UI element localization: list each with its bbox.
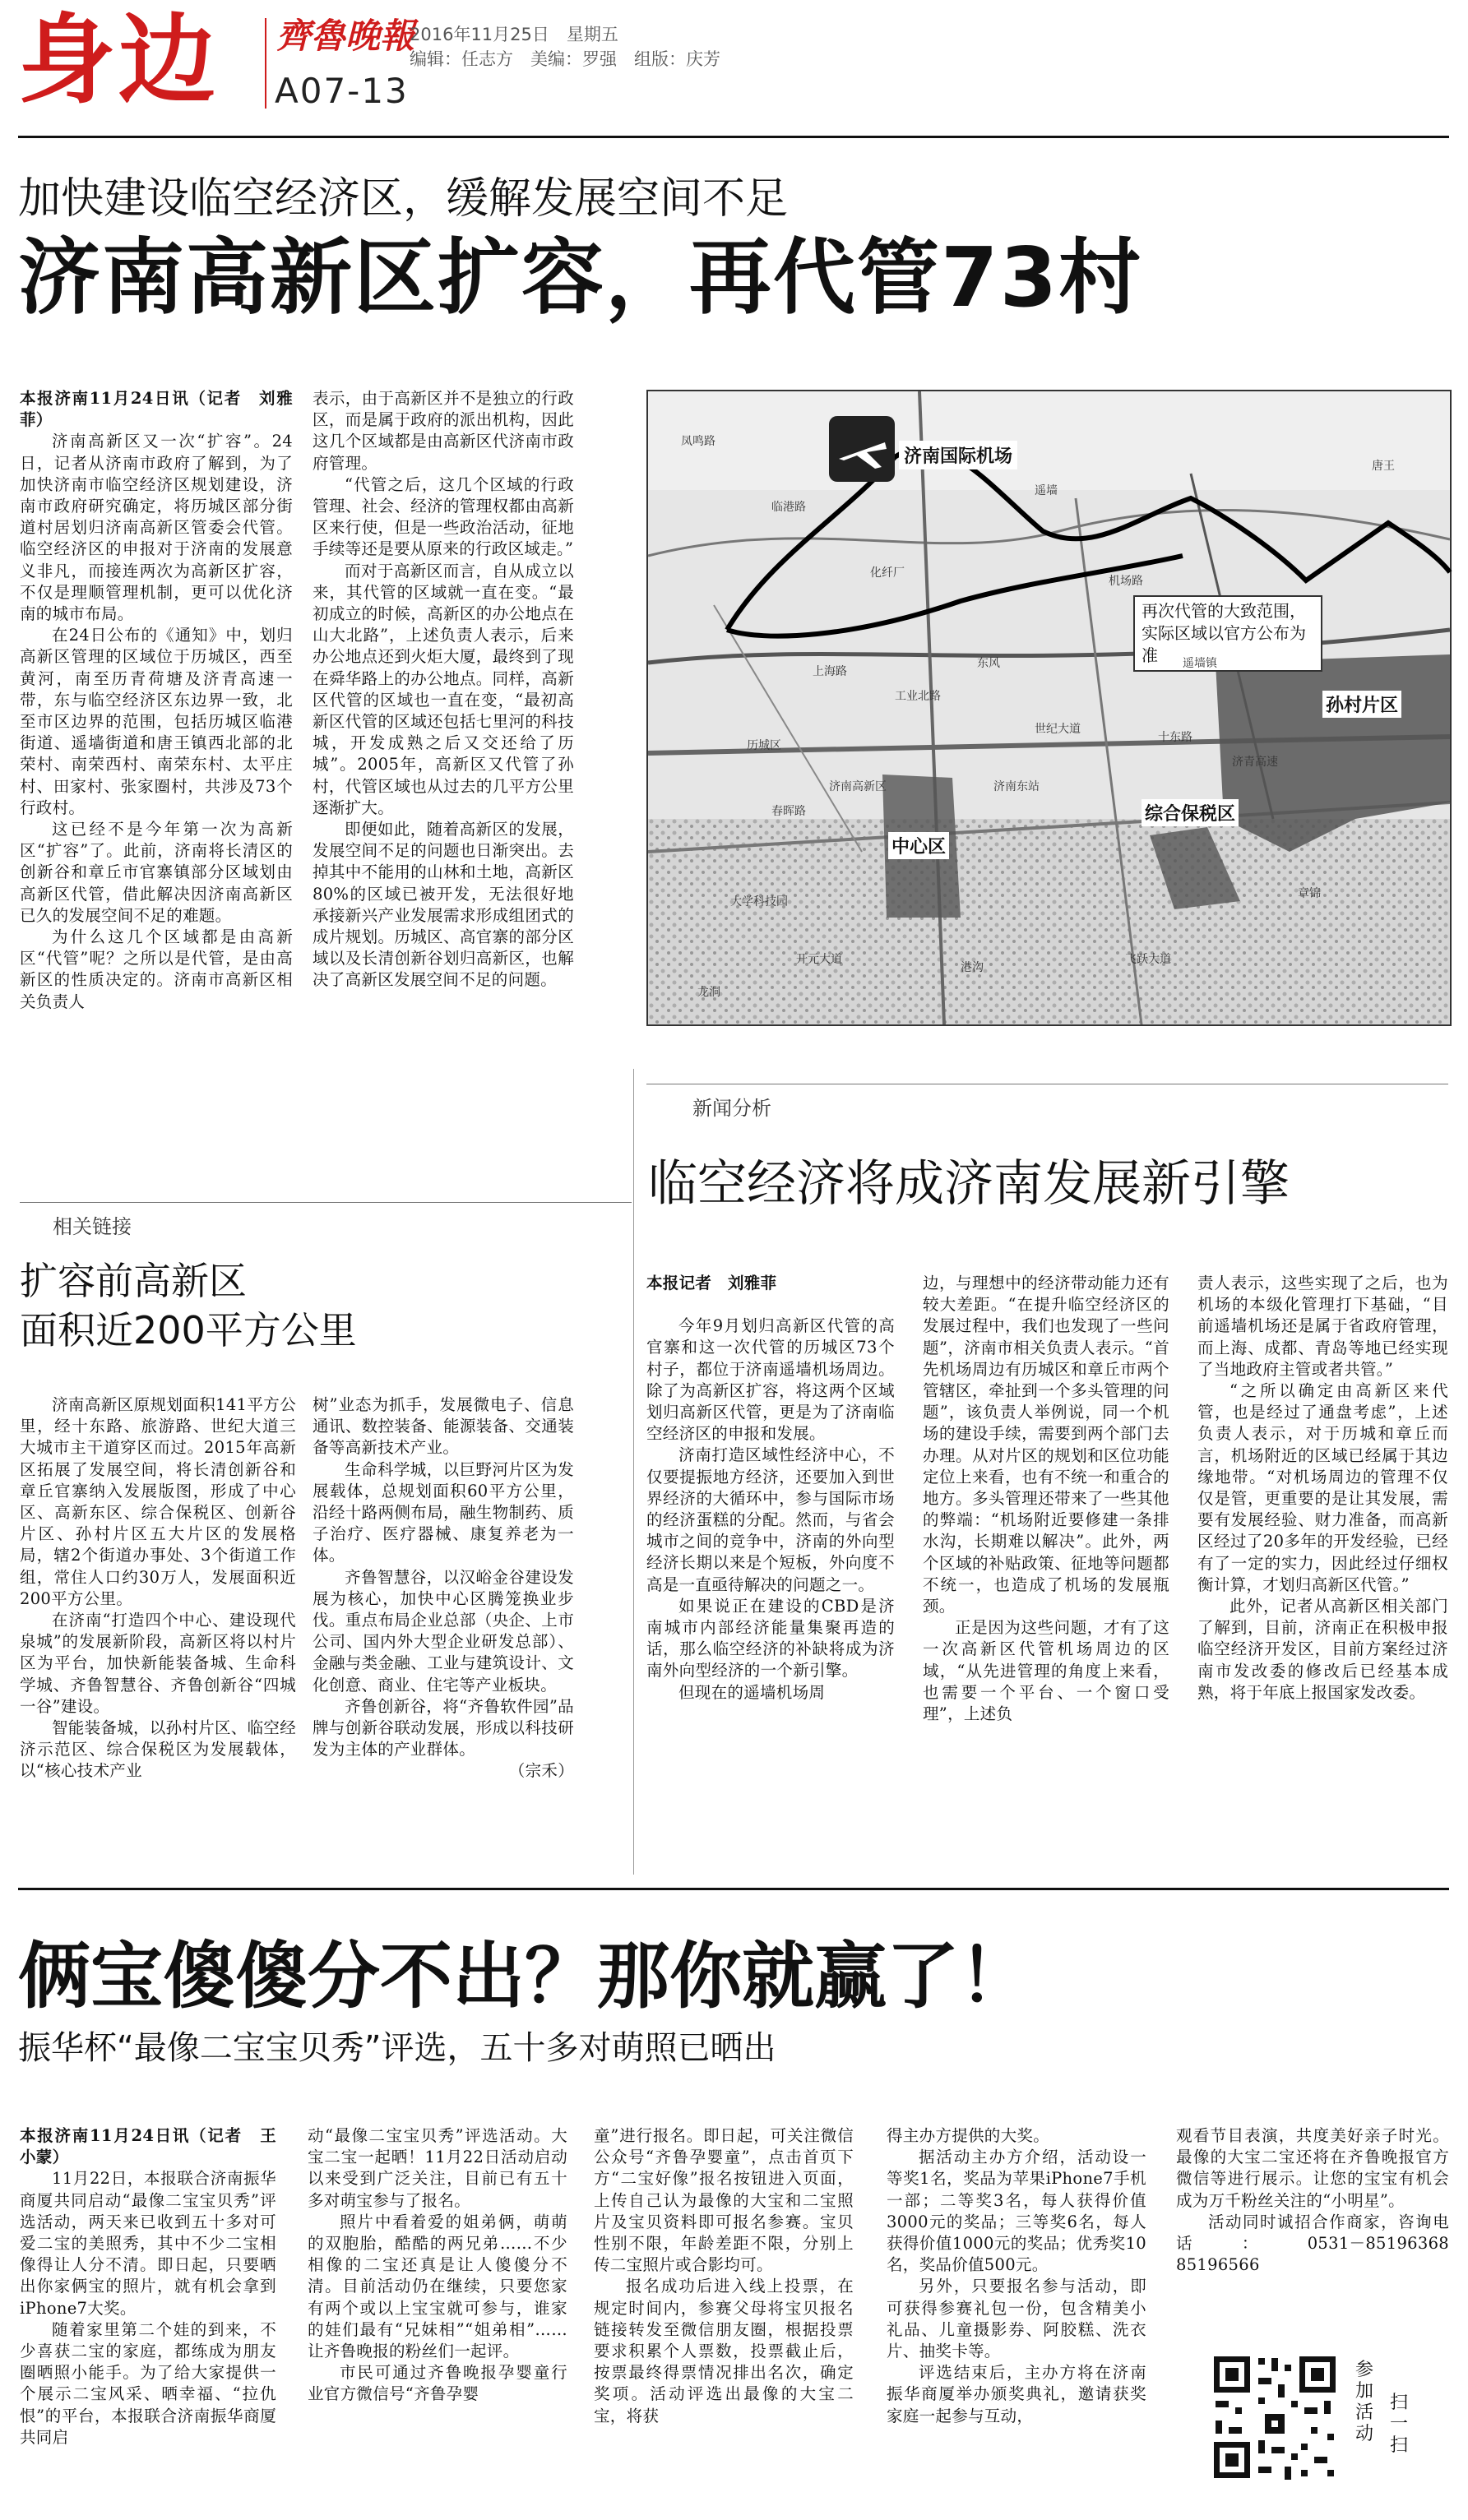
paragraph: 齐鲁智慧谷，以汉峪金谷建设发展为核心，加快中心区腾笼换业步伐。重点布局企业总部（央企、上市公司、国内外大型企业研发总部）、金融与类金融、工业与建筑设计、文化创意、商业、住宅等产业板块。	[313, 1567, 574, 1695]
road-label: 济南东站	[993, 780, 1040, 793]
story3-col4	[887, 2125, 1146, 2512]
story3-byline: 本报济南11月24日讯（记者 王小蒙）	[20, 2126, 276, 2167]
paragraph: 济南高新区又一次“扩容”。24日，记者从济南市政府了解到，为了加快济南市临空经济区规划建设，济南市政府研究确定，将历城区部分街道村居划归济南高新区管委会代管。临空经济区的申报对于济南的发展意义非凡，而接连两次为高新区扩容，不仅是理顺管理机制，更可以优化济南的城市布局。	[20, 432, 293, 624]
column-divider	[633, 1069, 634, 1875]
map-annotation: 再次代管的大致范围，实际区域以官方公布为准	[1133, 595, 1322, 672]
road-label: 化纤厂	[870, 566, 905, 580]
road-label: 机场路	[1109, 575, 1143, 588]
paragraph: 报名成功后进入线上投票，在规定时间内，参赛父母将宝贝报名链接转发至微信朋友圈，根据投票要求积累个人票数，投票截止后，按票最终得票情况排出名次，确定奖项。活动评选出最像的大宝二宝，将获	[594, 2277, 854, 2425]
mountain-area	[648, 819, 1450, 1024]
paragraph: 智能装备城，以孙村片区、临空经济示范区、综合保税区为发展载体，以“核心技术产业	[20, 1718, 297, 1781]
qr-code-icon	[1209, 2351, 1341, 2483]
paragraph: “代管之后，这几个区域的行政管理、社会、经济的管理权都由高新区来行使，但是一些政治活动，征地手续等还是要从原来的行政区域走。”	[313, 474, 574, 559]
paragraph: 济南打造区域性经济中心，不仅要提振地方经济，还要加入到世界经济的大循环中，参与国际市场的经济蛋糕的分配。然而，与省会城市之间的竞争中，济南的外向型经济长期以来是个短板，外向度不高是一直亟待解决的问题之一。	[646, 1445, 895, 1594]
paragraph: 这已经不是今年第一次为高新区“扩容”了。此前，济南将长清区的创新谷和章丘市官寨镇部分区域划由高新区代管，借此解决因济南高新区已久的发展空间不足的难题。	[20, 820, 293, 925]
road-label: 遥墙	[1035, 484, 1058, 497]
paragraph: “之所以确定由高新区来代管，也是经过了通盘考虑”，上述负责人表示，对于历城和章丘而言，机场附近的区域已经属于其边缘地带。“对机场周边的管理不仅仅是管，更重要的是让其发展，需要有发展经验、财力准备，而高新区经过了20多年的开发经验，已经有了一定的实力，因此经过仔细权衡计算，才划归高新区代管。”	[1197, 1381, 1448, 1594]
paragraph: 责人表示，这些实现了之后，也为机场的本级化管理打下基础，“目前遥墙机场还是属于省政府管理，而上海、成都、青岛等地已经实现了当地政府主管或者共管。”	[1197, 1274, 1448, 1379]
page-code: A07-13	[275, 71, 409, 111]
paragraph: 表示，由于高新区并不是独立的行政区，而是属于政府的派出机构，因此这几个区域都是由高新区代济南市政府管理。	[313, 389, 574, 473]
related-tag-rule	[20, 1202, 632, 1203]
road-label: 唐王	[1372, 460, 1395, 473]
story1-byline: 本报济南11月24日讯（记者 刘雅菲）	[20, 389, 293, 430]
story3-col2	[308, 2125, 567, 2512]
story3-col5	[1176, 2125, 1466, 2331]
paragraph: 正是因为这些问题，才有了这一次高新区代管机场周边的区域，“从先进管理的角度上来看，也需要一个平台、一个窗口受理”，上述负	[923, 1618, 1169, 1724]
signature: （宗禾）	[508, 1761, 574, 1781]
road-label: 十东路	[1158, 731, 1192, 744]
road-label: 凤鸣路	[681, 435, 715, 448]
paragraph: 生命科学城，以巨野河片区为发展载体，总规划面积60平方公里，沿经十路两侧布局，融生物制药、质子治疗、医疗器械、康复养老为一体。	[313, 1459, 574, 1565]
story1-col1	[20, 388, 293, 1177]
paragraph: 照片中看着爱的姐弟俩，萌萌的双胞胎，酷酷的两兄弟……不少相像的二宝还真是让人傻傻分不清。目前活动仍在继续，只要您家有两个或以上宝宝就可参与，谁家的娃们最有“兄妹相”“姐弟相”……让齐鲁晚报的粉丝们一起评。	[308, 2212, 567, 2361]
zone-label-center: 中心区	[888, 832, 949, 859]
road-label: 济南高新区	[829, 780, 887, 793]
editors-line: 编辑：任志方 美编：罗强 组版：庆芳	[410, 49, 720, 69]
paragraph: 齐鲁创新谷，将“齐鲁软件园”品牌与创新谷联动发展，形成以科技研发为主体的产业群体。	[313, 1696, 574, 1759]
road-label: 历城区	[747, 739, 781, 752]
related-col1	[20, 1394, 296, 1863]
story3-headline: 俩宝傻傻分不出？那你就赢了！	[18, 1934, 1032, 2018]
analysis-headline: 临空经济将成济南发展新引擎	[648, 1155, 1290, 1213]
date-line: 2016年11月25日 星期五	[410, 25, 618, 44]
paragraph: 随着家里第二个娃的到来，不少喜获二宝的家庭，都练成为朋友圈晒照小能手。为了给大家提供一个展示二宝风采、晒幸福、“拉仇恨”的平台，本报联合济南振华商厦共同启	[20, 2319, 276, 2447]
road-label: 章锦	[1298, 887, 1321, 900]
road-label: 世纪大道	[1035, 723, 1081, 736]
story3-top-rule	[18, 1888, 1449, 1890]
paragraph: 即便如此，随着高新区的发展，发展空间不足的问题也日渐突出。去掉其中不能用的山林和土地，高新区80%的区域已被开发，无法很好地承接新兴产业发展需求形成组团式的成片规划。历城区、高官寨的部分区域以及长清创新谷划归高新区，也解决了高新区发展空间不足的问题。	[313, 820, 574, 990]
airport-label: 济南国际机场	[899, 441, 1017, 469]
paragraph: 11月22日，本报联合济南振华商厦共同启动“最像二宝宝贝秀”评选活动，两天来已收到五十多对可爱二宝的美照秀，其中不少二宝相像得让人分不清。即日起，只要晒出你家俩宝的照片，就有机会拿到iPhone7大奖。	[20, 2169, 276, 2318]
related-tag: 相关链接	[53, 1215, 132, 1238]
masthead-rule	[18, 136, 1449, 138]
qr-caption-join: 参加活动	[1355, 2360, 1374, 2444]
paper-logo: 齊魯晚報	[276, 16, 415, 56]
paragraph: 此外，记者从高新区相关部门了解到，目前，济南正在积极申报临空经济开发区，目前方案经过济南市发改委的修改后已经基本成熟，将于年底上报国家发改委。	[1197, 1597, 1448, 1702]
road-label: 港沟	[961, 961, 984, 974]
paragraph: 童”进行报名。即日起，可关注微信公众号“齐鲁孕婴童”，点击首页下方“二宝好像”报名按钮进入页面，上传自己认为最像的大宝和二宝照片及宝贝资料即可报名参赛。宝贝性别不限，年龄差距不限，分别上传二宝照片或合影均可。	[594, 2126, 854, 2275]
paragraph: 树”业态为抓手，发展微电子、信息通讯、数控装备、能源装备、交通装备等高新技术产业。	[313, 1395, 574, 1458]
analysis-col3	[1197, 1273, 1448, 1865]
road-label: 大学科技园	[730, 895, 788, 909]
paragraph: 济南高新区原规划面积141平方公里，经十东路、旅游路、世纪大道三大城市主干道穿区而过。2015年高新区拓展了发展空间，将长清创新谷和章丘官寨纳入发展版图，形成了中心区、高新东区、综合保税区、创新谷片区、孙村片区五大片区的发展格局，辖2个街道办事处、3个街道工作组，常住人口约30万人，发展面积近200平方公里。	[20, 1395, 296, 1608]
paragraph: 今年9月划归高新区代管的高官寨和这一次代管的历城区73个村子，都位于济南遥墙机场周边。除了为高新区扩容，将这两个区域划归高新区代管，更是为了济南临空经济区的申报和发展。	[646, 1316, 895, 1444]
qr-code[interactable]	[1209, 2351, 1341, 2483]
analysis-byline: 本报记者 刘雅菲	[646, 1274, 777, 1292]
paragraph: 如果说正在建设的CBD是济南城市内部经济能量集聚再造的话，那么临空经济的补缺将成为济南外向型经济的一个新引擎。	[646, 1596, 895, 1681]
paragraph: 在济南“打造四个中心、建设现代泉城”的发展新阶段，高新区将以村片区为平台，加快新能装备城、生命科学城、齐鲁智慧谷、齐鲁创新谷“四城一谷”建设。	[20, 1611, 296, 1716]
paragraph: 评选结束后，主办方将在济南振华商厦举办颁奖典礼，邀请获奖家庭一起参与互动，	[887, 2363, 1146, 2425]
paragraph: 在24日公布的《通知》中，划归高新区管理的区域位于历城区，西至黄河，南至历青荷塘及济青高速一带，东与临空经济区东边界一致，北至市区边界的范围，包括历城区临港街道、遥墙街道和唐王镇西北部的北荣村、南荣西村、南荣东村、太平庄村、田家村、张家圈村，共涉及73个行政村。	[20, 626, 293, 817]
analysis-col2	[923, 1273, 1169, 1865]
masthead	[0, 0, 1468, 132]
story3-col1	[20, 2125, 276, 2512]
paragraph: 但现在的遥墙机场周	[678, 1682, 826, 1702]
road-label: 春晖路	[771, 805, 806, 818]
analysis-col1	[646, 1273, 895, 1865]
related-col2	[313, 1394, 574, 1863]
story1-headline: 济南高新区扩容，再代管73村	[18, 229, 1143, 326]
zone-label-bonded: 综合保税区	[1142, 799, 1239, 826]
road-label: 飞跃大道	[1125, 953, 1171, 966]
airport-area-map	[646, 390, 1452, 1026]
paragraph: 另外，只要报名参与活动，即可获得参赛礼包一份，包含精美小礼品、儿童摄影券、阿胶糕、洗衣片、抽奖卡等。	[887, 2277, 1146, 2361]
paragraph: 据活动主办方介绍，活动设一等奖1名，奖品为苹果iPhone7手机一部；二等奖3名，每人获得价值3000元的奖品；三等奖6名，每人获得价值1000元的奖品；优秀奖10名，奖品价值500元。	[887, 2148, 1146, 2275]
road-label: 开元大道	[796, 953, 842, 966]
road-label: 济青高速	[1232, 756, 1278, 769]
road-label: 东风	[977, 657, 1000, 670]
road-label: 上海路	[813, 665, 847, 678]
paragraph: 市民可通过齐鲁晚报孕婴童行业官方微信号“齐鲁孕婴	[308, 2363, 567, 2404]
paragraph: 动“最像二宝宝贝秀”评选活动。大宝二宝一起晒！11月22日活动启动以来受到广泛关注，目前已有五十多对萌宝参与了报名。	[308, 2126, 567, 2210]
paragraph: 活动同时诚招合作商家，咨询电话：0531－85196368 85196566	[1176, 2212, 1466, 2275]
logo-divider	[265, 18, 266, 109]
analysis-tag: 新闻分析	[692, 1097, 771, 1120]
related-headline-line1: 扩容前高新区	[20, 1259, 247, 1303]
related-headline-line2: 面积近200平方公里	[20, 1308, 357, 1352]
road-label: 工业北路	[895, 690, 941, 703]
story3-subhead: 振华杯“最像二宝宝贝秀”评选，五十多对萌照已晒出	[18, 2029, 776, 2067]
section-title: 身边	[18, 3, 220, 117]
road-label: 龙洞	[697, 986, 720, 999]
qr-caption-scan: 扫一扫	[1390, 2393, 1409, 2456]
story1-kicker: 加快建设临空经济区，缓解发展空间不足	[18, 174, 789, 224]
zone-label-sun: 孙村片区	[1322, 691, 1401, 718]
road-label: 临港路	[771, 501, 806, 514]
paragraph: 而对于高新区而言，自从成立以来，其代管的区域就一直在变。“最初成立的时候，高新区的办公地点在山大北路”，上述负责人表示，后来办公地点还到火炬大厦，最终到了现在舜华路上的办公地点。同样，高新区代管的区域也一直在变，“最初高新区代管的区域还包括七里河的科技城，开发成熟之后又交还给了历城”。2005年，高新区又代管了孙村，代管区域也从过去的几平方公里逐渐扩大。	[313, 561, 574, 817]
paragraph: 得主办方提供的大奖。	[887, 2126, 1050, 2145]
paragraph: 为什么这几个区域都是由高新区“代管”呢？之所以是代管，是由高新区的性质决定的。济南市高新区相关负责人	[20, 927, 293, 1011]
paragraph: 观看节目表演，共度美好亲子时光。最像的大宝二宝还将在齐鲁晚报官方微信等进行展示。让您的宝宝有机会成为万千粉丝关注的“小明星”。	[1176, 2126, 1449, 2210]
road-label: 遥墙镇	[1183, 657, 1217, 670]
story3-col3	[594, 2125, 854, 2512]
paragraph: 边，与理想中的经济带动能力还有较大差距。“在提升临空经济区的发展过程中，我们也发现了一些问题”，济南市相关负责人表示。“首先机场周边有历城区和章丘市两个管辖区，牵扯到一个多头管理的问题”，该负责人举例说，同一个机场的建设手续，需要到两个部门去办理。从对片区的规划和区位功能定位上来看，也有不统一和重合的地方。多头管理还带来了一些其他的弊端：“机场附近要修建一条排水沟，长期难以解决”。此外，两个区域的补贴政策、征地等问题都不统一，也造成了机场的发展瓶颈。	[923, 1274, 1169, 1616]
story1-col2	[313, 388, 574, 1177]
